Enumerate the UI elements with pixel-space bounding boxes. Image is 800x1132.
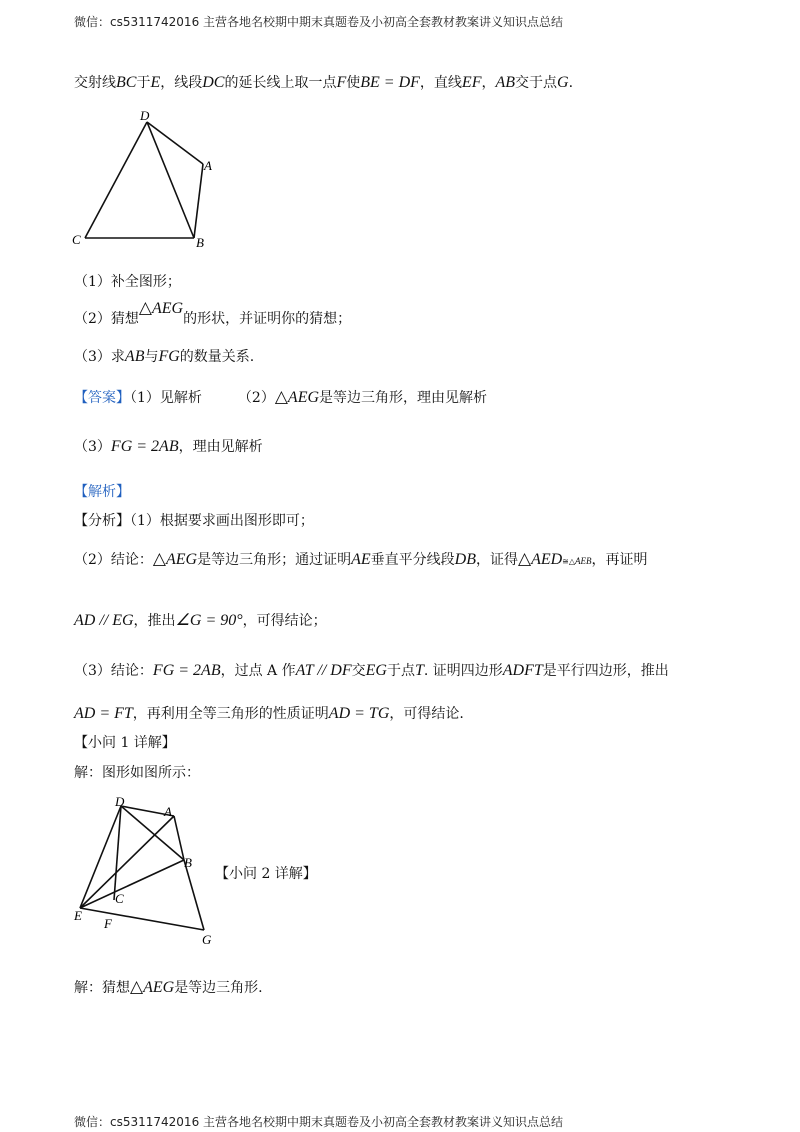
analysis-tag: 【解析】 (74, 484, 130, 500)
analysis-2b: AD // EG，推出∠G = 90°，可得结论； (74, 612, 327, 629)
sub-question-1-title: 【小问 1 详解】 (74, 735, 176, 751)
fig1-label-b: B (196, 235, 204, 250)
figure-2 (66, 790, 226, 950)
analysis-1: 【分析】（1）根据要求画出图形即可； (74, 513, 314, 529)
problem-statement: 交射线BC于E，线段DC的延长线上取一点F使BE = DF，直线EF，AB交于点G. (74, 74, 574, 91)
page-footer: 微信：cs5311742016 主营各地名校期中期末真题卷及小初高全套教材教案讲义知识点总结 (74, 1115, 564, 1129)
fig1-label-a: A (204, 158, 212, 173)
fig2-label-b: B (184, 855, 192, 870)
solution-1: 解：图形如图所示： (74, 765, 200, 781)
answer-line-3: （3）FG = 2AB，理由见解析 (74, 438, 263, 455)
analysis-3: （3）结论：FG = 2AB，过点 A 作AT // DF交EG于点T. 证明四边形ADFT是平行四边形，推出 (74, 662, 669, 679)
question-3: （3）求AB与FG的数量关系. (74, 348, 255, 365)
answer-tag: 【答案】 (74, 390, 130, 406)
fig2-label-d: D (115, 794, 125, 809)
question-1: （1）补全图形； (74, 274, 181, 290)
fig1-label-d: D (140, 108, 150, 123)
fig2-label-c: C (115, 891, 124, 906)
fig1-label-c: C (72, 232, 81, 247)
answer-line: 【答案】（1）见解析 （2）△AEG是等边三角形，理由见解析 (74, 387, 488, 407)
page-header: 微信：cs5311742016 主营各地名校期中期末真题卷及小初高全套教材教案讲义知识点总结 (74, 15, 564, 29)
fig2-label-g: G (202, 932, 212, 947)
fig2-label-a: A (164, 804, 172, 819)
fig2-label-f: F (104, 916, 112, 931)
analysis-3b: AD = FT，再利用全等三角形的性质证明AD = TG，可得结论. (74, 705, 464, 722)
analysis-2: （2）结论：△AEG是等边三角形；通过证明AE垂直平分线段DB，证得△AED≅△AEB，再证明 (74, 549, 648, 569)
sub-question-2-title: 【小问 2 详解】 (215, 866, 317, 882)
figure-1 (60, 104, 230, 254)
question-2: （2）猜想△AEG的形状，并证明你的猜想； (74, 298, 352, 327)
solution-2: 解：猜想△AEG是等边三角形. (74, 977, 263, 997)
fig2-label-e: E (74, 908, 82, 923)
